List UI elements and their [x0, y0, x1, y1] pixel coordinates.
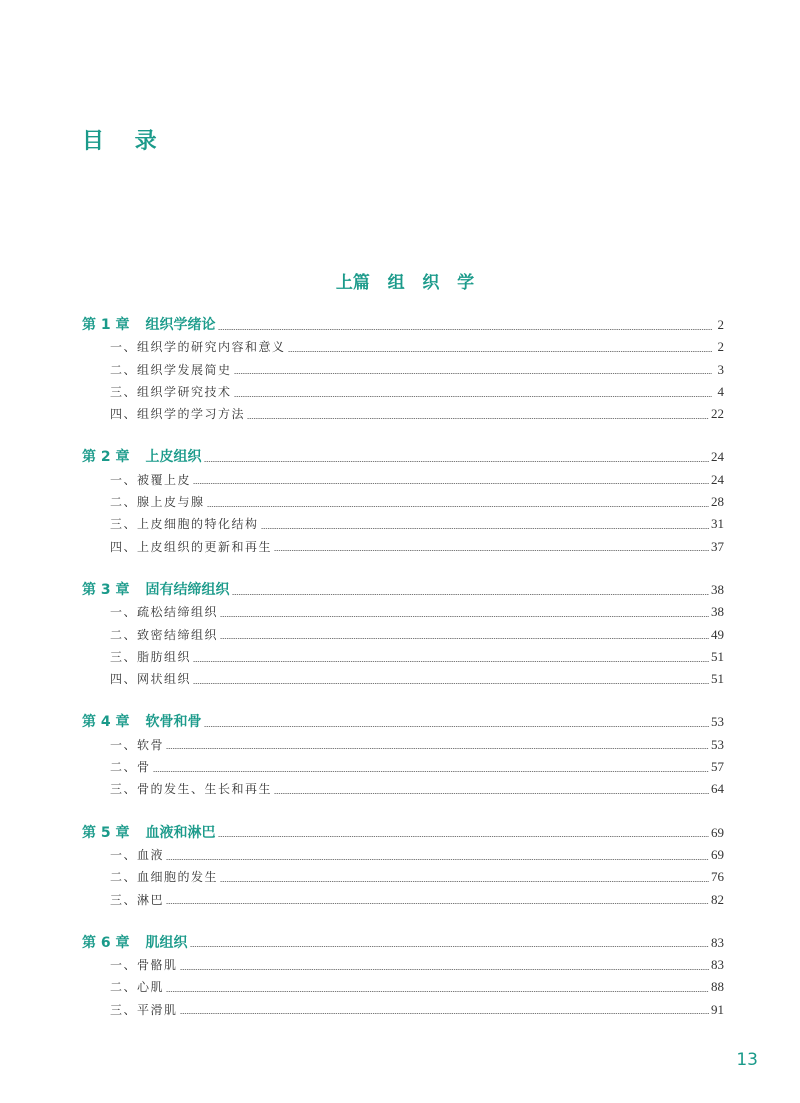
dot-leader — [220, 616, 709, 617]
chapter-number: 第 2 章 — [82, 449, 130, 466]
section-page-number: 69 — [711, 846, 724, 862]
chapter-number: 第 4 章 — [82, 714, 130, 731]
dot-leader — [204, 726, 710, 727]
dot-leader — [207, 506, 709, 507]
dot-leader — [153, 771, 709, 772]
section-title: 四、上皮组织的更新和再生 — [110, 539, 273, 554]
dot-leader — [218, 329, 713, 330]
chapter-entry[interactable] — [82, 314, 724, 336]
chapter-title: 组织学绪论 — [145, 317, 216, 333]
section-title: 四、网状组织 — [110, 672, 192, 687]
section-page-number: 83 — [711, 957, 724, 973]
toc-title: 目 录 — [82, 129, 157, 154]
section-title: 二、组织学发展简史 — [110, 362, 232, 377]
section-page-number: 28 — [711, 494, 724, 510]
section-entry[interactable] — [82, 624, 724, 646]
section-page-number: 91 — [711, 1001, 724, 1017]
section-entry[interactable] — [82, 491, 724, 513]
section-title: 三、脂肪组织 — [110, 649, 192, 664]
section-title: 三、平滑肌 — [110, 1002, 178, 1017]
dot-leader — [234, 396, 712, 397]
section-entry[interactable] — [82, 999, 724, 1021]
section-entry[interactable] — [82, 336, 724, 358]
dot-leader — [232, 594, 710, 595]
chapter-page-number: 2 — [717, 317, 724, 332]
chapter-entry[interactable] — [82, 932, 724, 954]
section-page-number: 22 — [711, 406, 724, 422]
dot-leader — [190, 946, 710, 947]
chapter-title: 固有结缔组织 — [145, 581, 230, 598]
section-title: 一、软骨 — [110, 737, 165, 752]
chapter-number: 第 6 章 — [82, 934, 130, 951]
section-entry[interactable] — [82, 668, 724, 690]
section-title: 三、上皮细胞的特化结构 — [110, 517, 259, 532]
section-page-number: 38 — [711, 604, 724, 620]
section-page-number: 37 — [711, 538, 724, 554]
dot-leader — [274, 550, 709, 551]
section-entry[interactable] — [82, 734, 724, 756]
section-entry[interactable] — [82, 536, 724, 558]
dot-leader — [220, 881, 709, 882]
section-page-number: 31 — [711, 516, 724, 532]
dot-leader — [166, 748, 709, 749]
chapter-block — [82, 822, 724, 911]
section-page-number: 51 — [711, 671, 724, 687]
section-entry[interactable] — [82, 844, 724, 866]
chapter-block — [82, 446, 724, 557]
section-entry[interactable] — [82, 778, 724, 800]
chapter-page-number: 69 — [711, 824, 724, 840]
section-entry[interactable] — [82, 954, 724, 976]
section-title: 二、血细胞的发生 — [110, 870, 219, 885]
section-title: 四、组织学的学习方法 — [110, 407, 246, 422]
chapter-block — [82, 579, 724, 690]
chapter-entry[interactable] — [82, 446, 724, 468]
part-title: 上篇 组 织 学 — [335, 273, 475, 293]
section-page-number: 24 — [711, 471, 724, 487]
section-entry[interactable] — [82, 601, 724, 623]
dot-leader — [234, 373, 712, 374]
section-title: 二、致密结缔组织 — [110, 627, 219, 642]
dot-leader — [274, 793, 709, 794]
dot-leader — [180, 969, 709, 970]
dot-leader — [193, 683, 709, 684]
section-title: 二、心肌 — [110, 980, 165, 995]
section-page-number: 4 — [717, 383, 724, 399]
section-entry[interactable] — [82, 381, 724, 403]
section-title: 二、腺上皮与腺 — [110, 495, 205, 510]
section-page-number: 64 — [711, 781, 724, 797]
dot-leader — [204, 461, 710, 462]
section-entry[interactable] — [82, 646, 724, 668]
section-title: 三、骨的发生、生长和再生 — [110, 782, 273, 797]
dot-leader — [247, 418, 709, 419]
chapter-entry[interactable] — [82, 711, 724, 733]
dot-leader — [261, 528, 709, 529]
chapter-page-number: 24 — [711, 449, 724, 465]
section-title: 三、组织学研究技术 — [110, 384, 232, 399]
chapter-page-number: 83 — [711, 934, 724, 950]
section-entry[interactable] — [82, 976, 724, 998]
chapter-title: 血液和淋巴 — [145, 824, 216, 841]
chapter-block — [82, 711, 724, 800]
dot-leader — [180, 1013, 709, 1014]
chapter-entry[interactable] — [82, 822, 724, 844]
section-title: 三、淋巴 — [110, 892, 165, 907]
chapter-number: 第 1 章 — [82, 317, 130, 333]
section-page-number: 49 — [711, 626, 724, 642]
section-page-number: 53 — [711, 736, 724, 752]
section-page-number: 51 — [711, 648, 724, 664]
section-title: 一、血液 — [110, 847, 165, 862]
section-entry[interactable] — [82, 756, 724, 778]
chapter-page-number: 38 — [711, 581, 724, 597]
dot-leader — [166, 859, 709, 860]
section-page-number: 76 — [711, 869, 724, 885]
dot-leader — [193, 483, 709, 484]
section-entry[interactable] — [82, 359, 724, 381]
section-page-number: 3 — [717, 361, 724, 377]
section-title: 一、组织学的研究内容和意义 — [110, 340, 286, 355]
chapter-block — [82, 932, 724, 1021]
chapter-number: 第 3 章 — [82, 581, 130, 598]
section-entry[interactable] — [82, 513, 724, 535]
chapter-number: 第 5 章 — [82, 824, 130, 841]
dot-leader — [218, 836, 710, 837]
dot-leader — [220, 638, 709, 639]
dot-leader — [288, 351, 712, 352]
section-entry[interactable] — [82, 403, 724, 425]
chapter-title: 软骨和骨 — [145, 714, 202, 731]
section-title: 二、骨 — [110, 760, 151, 775]
section-entry[interactable] — [82, 889, 724, 911]
chapter-block — [82, 314, 724, 425]
chapter-title: 肌组织 — [145, 934, 188, 951]
section-page-number: 82 — [711, 891, 724, 907]
section-entry[interactable] — [82, 866, 724, 888]
chapter-title: 上皮组织 — [145, 449, 202, 466]
section-title: 一、被覆上皮 — [110, 472, 192, 487]
section-entry[interactable] — [82, 469, 724, 491]
section-page-number: 2 — [717, 339, 724, 355]
dot-leader — [166, 903, 709, 904]
table-of-contents — [82, 314, 724, 1042]
section-title: 一、疏松结缔组织 — [110, 605, 219, 620]
chapter-entry[interactable] — [82, 579, 724, 601]
page-number: 13 — [736, 1050, 758, 1070]
section-page-number: 88 — [711, 979, 724, 995]
dot-leader — [166, 991, 709, 992]
dot-leader — [193, 661, 709, 662]
section-page-number: 57 — [711, 759, 724, 775]
section-title: 一、骨骼肌 — [110, 958, 178, 973]
chapter-page-number: 53 — [711, 714, 724, 730]
